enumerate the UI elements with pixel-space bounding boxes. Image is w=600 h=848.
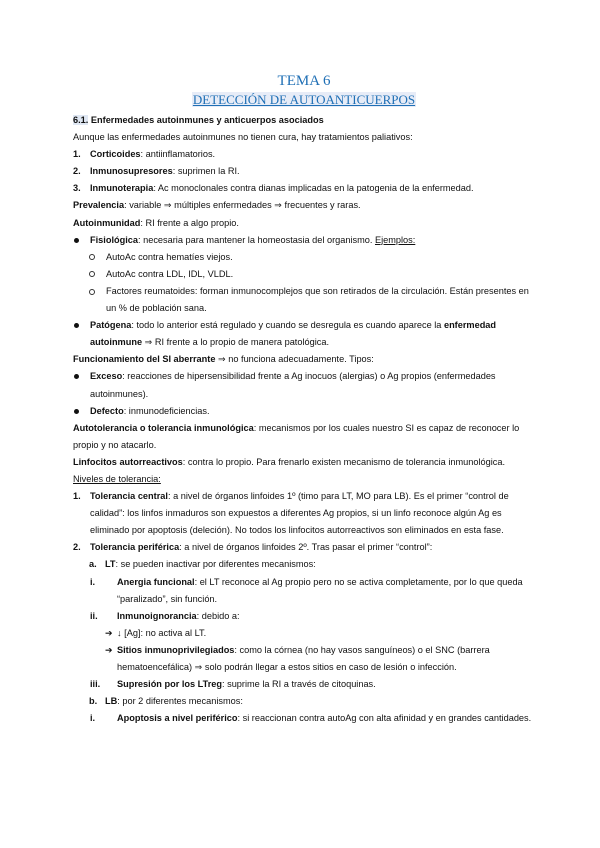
arrow-item: ➔ ↓ [Ag]: no activa al LT. <box>73 625 535 642</box>
section-number: 6.1. <box>73 115 89 125</box>
section-heading <box>73 112 535 129</box>
bullet-item-exceso: Exceso: reacciones de hipersensibilidad frente a Ag inocuos (alergias) o Ag propios (enfermedades autoinmunes). <box>73 368 535 402</box>
bullet-item-defecto: Defecto: inmunodeficiencias. <box>73 403 535 420</box>
prevalencia-line: Prevalencia: variable ⇒ múltiples enfermedades ⇒ frecuentes y raras. <box>73 200 361 211</box>
intro-text: Aunque las enfermedades autoinmunes no tienen cura, hay tratamientos paliativos: <box>73 132 413 143</box>
page-subtitle <box>73 91 535 108</box>
autotolerancia-line: Autotolerancia o tolerancia inmunológica: mecanismos por los cuales nuestro SI es capaz de reconocer lo propio y no atacarlo. <box>73 422 520 450</box>
circle-bullet-icon <box>89 254 95 260</box>
sub-bullet-item: AutoAc contra hematíes viejos. <box>73 249 535 266</box>
bullet-icon <box>74 238 79 243</box>
document-page <box>73 72 535 727</box>
sub-bullet-item: Factores reumatoides: forman inmunocomplejos que son retirados de la circulación. Están presentes en un % de población sana. <box>73 283 535 317</box>
list-item-inmunoignorancia: ii. Inmunoignorancia: debido a: <box>90 610 240 621</box>
arrow-item: ➔ Sitios inmunoprivilegiados: como la córnea (no hay vasos sanguíneos) o el SNC (barrera hematoencefálica) ⇒ solo podrán llegar a estos sitios en caso de lesión o infección. <box>73 642 535 676</box>
linfocitos-line: Linfocitos autorreactivos: contra lo propio. Para frenarlo existen mecanismo de tolerancia inmunológica. <box>73 456 506 467</box>
list-item-tolerancia-central: 1. Tolerancia central: a nivel de órganos linfoides 1º (timo para LT, MO para LB). Es el primer “control de calidad”: los linfos inmaduros son expuestos a diferentes Ag propios, si un linfo reconoce algún Ag es eliminado por apoptosis (deleción). No todos los linfocitos autorreactivos son eliminados en esta fase. <box>73 491 509 536</box>
circle-bullet-icon <box>89 271 95 277</box>
arrow-icon: ➔ <box>105 627 113 638</box>
list-item-apoptosis: i. Apoptosis a nivel periférico: si reaccionan contra autoAg con alta afinidad y en grandes cantidades. <box>90 713 532 724</box>
treatment-item: 1. Corticoides: antiinflamatorios. <box>73 149 216 160</box>
examples-label: Ejemplos: <box>374 234 416 245</box>
bullet-icon <box>74 409 79 414</box>
subtitle-text: DETECCIÓN DE AUTOANTICUERPOS <box>192 92 416 107</box>
arrow-icon: ➔ <box>105 644 113 655</box>
list-item-lb: b. LB: por 2 diferentes mecanismos: <box>89 696 243 707</box>
funcionamiento-line: Funcionamiento del SI aberrante ⇒ no funciona adecuadamente. Tipos: <box>73 354 374 365</box>
autoinmunidad-line: Autoinmunidad: RI frente a algo propio. <box>73 217 239 228</box>
list-item-anergia: i. Anergia funcional: el LT reconoce al Ag propio pero no se activa completamente, por lo que queda “paralizado”, sin función. <box>90 576 523 604</box>
niveles-heading: Niveles de tolerancia: <box>73 473 161 484</box>
list-item-tolerancia-periferica: 2. Tolerancia periférica: a nivel de órganos linfoides 2º. Tras pasar el primer “control”: <box>73 542 433 553</box>
bullet-icon <box>74 323 79 328</box>
list-item-supresion: iii. Supresión por los LTreg: suprime la RI a través de citoquinas. <box>90 679 376 690</box>
bullet-item-patogena: Patógena: todo lo anterior está regulado y cuando se desregula es cuando aparece la enfermedad autoinmune ⇒ RI frente a lo propio de manera patológica. <box>73 317 535 351</box>
bullet-icon <box>74 374 79 379</box>
treatment-item: 2. Inmunosupresores: suprimen la RI. <box>73 166 240 177</box>
bullet-item-fisiologica: Fisiológica: necesaria para mantener la homeostasia del organismo. Ejemplos: <box>73 232 535 249</box>
list-item-lt: a. LT: se pueden inactivar por diferentes mecanismos: <box>89 559 316 570</box>
section-title: Enfermedades autoinmunes y anticuerpos asociados <box>90 115 324 125</box>
treatment-item: 3. Inmunoterapia: Ac monoclonales contra dianas implicadas en la patogenia de la enfermedad. <box>73 183 474 194</box>
page-title: TEMA 6 <box>277 73 331 89</box>
sub-bullet-item: AutoAc contra LDL, IDL, VLDL. <box>73 266 535 283</box>
circle-bullet-icon <box>89 289 95 295</box>
